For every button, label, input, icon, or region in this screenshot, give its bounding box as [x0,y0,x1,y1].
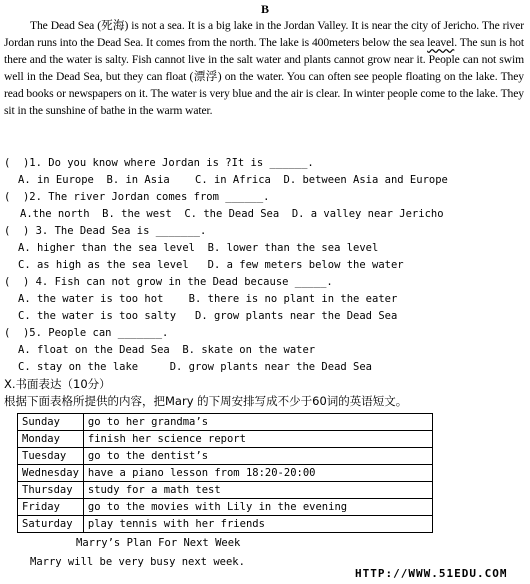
table-row [18,431,433,448]
writing-heading: X.书面表达（10分） [4,377,111,391]
question-2-stem: ( )2. The river Jordan comes from ______. [4,191,270,203]
weekly-plan-table [17,413,433,533]
question-3-stem: ( ) 3. The Dead Sea is _______. [4,225,207,237]
passage-part-1: The Dead Sea (死海) is not a sea. It is a big lake in the Jordan Valley. It is near the city of Jericho. The river Jordan runs into the Dead Sea. It comes from the north. The lake is 400meters below the sea [4,19,524,50]
question-4-options-c-d: C. the water is too salty D. grow plants near the Dead Sea [18,310,398,322]
question-5-stem: ( )5. People can _______. [4,327,169,339]
table-cell-day: Thursday [18,482,84,499]
table-cell-activity: finish her science report [83,431,432,448]
table-cell-activity: go to the movies with Lily in the evening [83,499,432,516]
table-row [18,499,433,516]
plan-caption: Marry’s Plan For Next Week [76,537,241,549]
table-cell-activity: go to the dentist’s [83,448,432,465]
reading-passage [4,17,524,120]
table-row [18,516,433,533]
table-row [18,482,433,499]
question-1-stem: ( )1. Do you know where Jordan is ?It is ______. [4,157,314,169]
table-cell-activity: play tennis with her friends [83,516,432,533]
table-row [18,414,433,431]
table-cell-day: Monday [18,431,84,448]
writing-instruction: 根据下面表格所提供的内容，把Mary 的下周安排写成不少于60词的英语短文。 [4,394,408,408]
table-cell-day: Wednesday [18,465,84,482]
table-cell-activity: study for a math test [83,482,432,499]
table-cell-day: Friday [18,499,84,516]
table-row [18,465,433,482]
question-3-options-c-d: C. as high as the sea level D. a few meters below the water [18,259,404,271]
site-watermark: HTTP://WWW.51EDU.COM [355,567,508,580]
section-title: B [260,2,269,16]
essay-start-sentence: Marry will be very busy next week. [30,556,245,568]
question-5-options-a-b: A. float on the Dead Sea B. skate on the water [18,344,316,356]
table-cell-day: Tuesday [18,448,84,465]
question-5-options-c-d: C. stay on the lake D. grow plants near the Dead Sea [18,361,373,373]
question-1-options: A. in Europe B. in Asia C. in Africa D. between Asia and Europe [18,174,448,186]
table-cell-activity: go to her grandma’s [83,414,432,431]
table-cell-day: Saturday [18,516,84,533]
question-4-options-a-b: A. the water is too hot B. there is no plant in the eater [18,293,398,305]
question-2-options: A.the north B. the west C. the Dead Sea D. a valley near Jericho [20,208,444,220]
passage-wavy-word: leavel [427,36,455,50]
question-3-options-a-b: A. higher than the sea level B. lower than the sea level [18,242,379,254]
question-4-stem: ( ) 4. Fish can not grow in the Dead because _____. [4,276,333,288]
table-cell-day: Sunday [18,414,84,431]
table-row [18,448,433,465]
table-cell-activity: have a piano lesson from 18:20-20:00 [83,465,432,482]
passage-part-2: . The sun is hot there and the water is salty. Fish cannot live in the salt water and plants cannot grow near it. People can not swim well in the Dead Sea, but they can float (漂浮) on the water. You can often see people floating on the lake. They read books or newspapers on it. The water is very blue and the air is clear. In winter people come to the lake. They sit in the sunshine of bathe in the warm water. [4,36,524,118]
